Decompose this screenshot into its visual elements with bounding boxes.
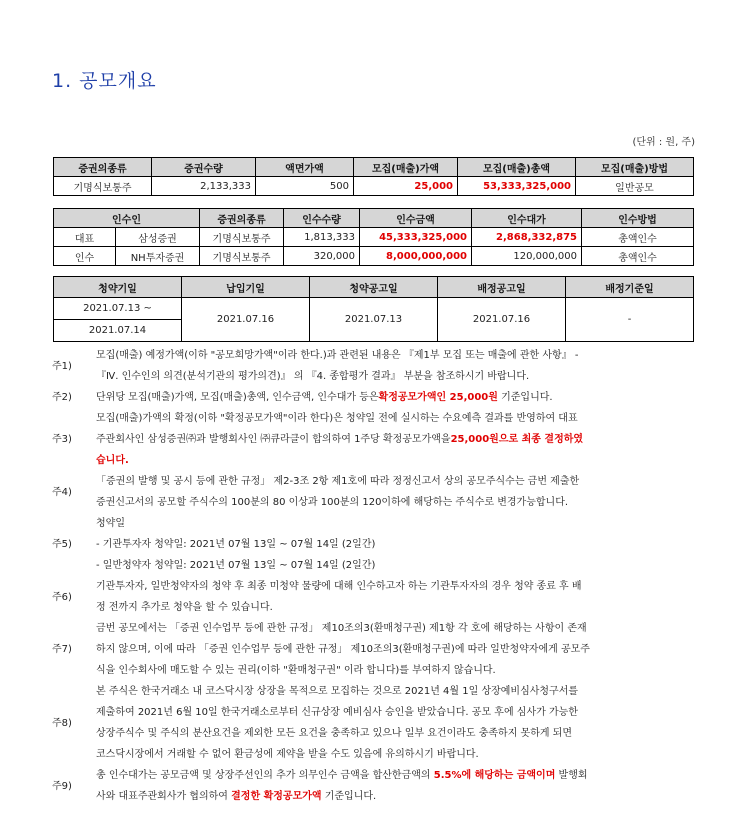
footnote-highlight: 5.5%에 해당하는 금액이며	[433, 770, 556, 781]
footnote-label: 주4)	[52, 486, 72, 498]
header-cell: 청약공고일	[310, 277, 438, 298]
table-row	[54, 228, 694, 247]
subscription-date-start: 2021.07.13 ~	[54, 298, 182, 320]
footnote-label: 주2)	[52, 392, 72, 403]
footnote-highlight: 결정한 확정공모가액	[231, 791, 322, 802]
footnote-highlight: 습니다.	[96, 455, 129, 466]
footnote-6	[52, 576, 698, 618]
header-cell: 모집(매출)총액	[458, 158, 576, 177]
footnote-text: 모집(매출) 예정가액(이하 "공모희망가액"이라 한다.)과 관련된 내용은 『제1부 모집 또는 매출에 관한 사항』 -	[96, 350, 579, 361]
footnote-text: 『Ⅳ. 인수인의 의견(분석기관의 평가의견)』 의 『4. 종합평가 결과』 부분을 참조하시기 바랍니다.	[96, 371, 530, 382]
header-cell: 인수금액	[360, 209, 472, 228]
underwriting-quantity: 320,000	[284, 247, 360, 266]
header-cell: 인수방법	[582, 209, 694, 228]
header-cell: 증권수량	[152, 158, 256, 177]
footnote-text: 정 전까지 추가로 청약을 할 수 있습니다.	[96, 602, 273, 613]
footnote-label: 주9)	[52, 780, 72, 792]
footnote-text: 청약일	[96, 518, 125, 529]
footnote-text	[96, 786, 698, 807]
footnote-text: 「증권의 발행 및 공시 등에 관한 규정」 제2-3조 2항 제1호에 따라 정정신고서 상의 공모주식수는 금번 제출한	[96, 476, 580, 487]
footnote-text-part: 주관회사인 삼성증권㈜과 발행회사인 ㈜큐라클이 합의하여 1주당 확정공모가액을	[96, 434, 451, 445]
security-type: 기명식보통주	[200, 228, 284, 247]
header-cell: 인수수량	[284, 209, 360, 228]
footnotes	[52, 345, 698, 807]
footnote-3	[52, 408, 698, 471]
underwriting-amount: 45,333,325,000	[360, 228, 472, 247]
footnote-text: - 기관투자자 청약일: 2021년 07월 13일 ~ 07월 14일 (2일간)	[96, 539, 376, 550]
subscription-date-end: 2021.07.14	[54, 320, 182, 342]
footnote-text	[96, 765, 698, 786]
header-cell: 증권의종류	[54, 158, 152, 177]
header-cell: 모집(매출)가액	[354, 158, 458, 177]
footnote-text-part: 단위당 모집(매출)가액, 모집(매출)총액, 인수금액, 인수대가 등은	[96, 392, 379, 403]
underwriting-quantity: 1,813,333	[284, 228, 360, 247]
payment-date: 2021.07.16	[182, 298, 310, 342]
footnote-highlight: 25,000원으로 최종 결정하였	[450, 434, 584, 445]
footnote-text	[96, 387, 698, 408]
underwriter-name: 삼성증권	[116, 228, 200, 247]
footnote-label: 주3)	[52, 434, 72, 445]
table-row	[54, 247, 694, 266]
underwriting-fee: 2,868,332,875	[472, 228, 582, 247]
footnote-label: 주5)	[52, 539, 72, 550]
footnote-4	[52, 471, 698, 513]
footnote-text: 상장주식수 및 주식의 분산요건을 제외한 모든 요건을 충족하고 있으나 일부 요건이라도 충족하지 못하게 되면	[96, 728, 573, 739]
header-cell: 배정기준일	[566, 277, 694, 298]
footnote-text-part: 사와 대표주관회사가 협의하여	[96, 791, 232, 802]
footnote-label: 주6)	[52, 591, 72, 603]
underwriting-method: 총액인수	[582, 228, 694, 247]
footnote-text: 본 주식은 한국거래소 내 코스닥시장 상장을 목적으로 모집하는 것으로 2021년 4월 1일 상장예비심사청구서를	[96, 686, 579, 697]
underwriter-role: 인수	[54, 247, 116, 266]
footnote-text: 제출하여 2021년 6월 10일 한국거래소로부터 신규상장 예비심사 승인을 받았습니다. 공모 후에 심사가 가능한	[96, 707, 578, 718]
header-cell: 배정공고일	[438, 277, 566, 298]
footnote-text: 증권신고서의 공모할 주식수의 100분의 80 이상과 100분의 120이하에 해당하는 주식수로 변경가능합니다.	[96, 497, 569, 508]
footnote-text: - 일반청약자 청약일: 2021년 07월 13일 ~ 07월 14일 (2일간)	[96, 560, 376, 571]
footnote-1	[52, 345, 698, 387]
section-title: 1. 공모개요	[52, 70, 157, 92]
header-cell: 납입기일	[182, 277, 310, 298]
footnote-9	[52, 765, 698, 807]
security-type: 기명식보통주	[54, 177, 152, 196]
footnote-text	[96, 429, 698, 450]
allocation-notice-date: 2021.07.16	[438, 298, 566, 342]
par-value: 500	[256, 177, 354, 196]
header-cell: 모집(매출)방법	[576, 158, 694, 177]
table-header-row	[54, 277, 694, 298]
footnote-text: 코스닥시장에서 거래할 수 없어 환금성에 제약을 받을 수도 있음에 유의하시기 바랍니다.	[96, 749, 479, 760]
header-cell: 증권의종류	[200, 209, 284, 228]
footnote-text-part: 기준입니다.	[497, 392, 553, 403]
header-cell: 인수대가	[472, 209, 582, 228]
subscription-notice-date: 2021.07.13	[310, 298, 438, 342]
underwriting-fee: 120,000,000	[472, 247, 582, 266]
underwriting-amount: 8,000,000,000	[360, 247, 472, 266]
underwriter-table	[53, 208, 694, 266]
table-row	[54, 298, 694, 320]
footnote-5	[52, 513, 698, 576]
underwriting-method: 총액인수	[582, 247, 694, 266]
header-cell: 청약기일	[54, 277, 182, 298]
underwriter-role: 대표	[54, 228, 116, 247]
footnote-text: 식을 인수회사에 매도할 수 있는 권리(이하 "환매청구권" 이라 합니다)를 부여하지 않습니다.	[96, 665, 496, 676]
footnote-text: 모집(매출)가액의 확정(이하 "확정공모가액"이라 한다)은 청약일 전에 실시하는 수요예측 결과를 반영하여 대표	[96, 413, 578, 424]
schedule-table	[53, 276, 694, 342]
table-header-row	[54, 209, 694, 228]
footnote-highlight: 확정공모가액인 25,000원	[378, 392, 498, 403]
footnote-text: 기관투자자, 일반청약자의 청약 후 최종 미청약 물량에 대해 인수하고자 하는 기관투자자의 경우 청약 종료 후 배	[96, 581, 582, 592]
offering-total: 53,333,325,000	[458, 177, 576, 196]
offering-method: 일반공모	[576, 177, 694, 196]
footnote-7	[52, 618, 698, 681]
offering-summary-table	[53, 157, 694, 196]
footnote-text-part: 총 인수대가는 공모금액 및 상장주선인의 추가 의무인수 금액을 합산한금액의	[96, 770, 434, 781]
underwriter-name: NH투자증권	[116, 247, 200, 266]
footnote-text-part: 기준입니다.	[321, 791, 377, 802]
header-cell: 인수인	[54, 209, 200, 228]
footnote-label: 주8)	[52, 717, 72, 729]
footnote-text: 하지 않으며, 이에 따라 「증권 인수업무 등에 관한 규정」 제10조의3(환매청구권)에 따라 일반청약자에게 공모주	[96, 644, 590, 655]
allocation-base-date: -	[566, 298, 694, 342]
footnote-text-part: 발행회	[555, 770, 588, 781]
offering-price: 25,000	[354, 177, 458, 196]
header-cell: 액면가액	[256, 158, 354, 177]
footnote-label: 주1)	[52, 360, 72, 372]
table-header-row	[54, 158, 694, 177]
unit-label: (단위 : 원, 주)	[632, 137, 695, 148]
footnote-8	[52, 681, 698, 765]
table-row	[54, 177, 694, 196]
footnote-2	[52, 387, 698, 408]
share-quantity: 2,133,333	[152, 177, 256, 196]
security-type: 기명식보통주	[200, 247, 284, 266]
footnote-label: 주7)	[52, 644, 72, 655]
footnote-text: 금번 공모에서는 「증권 인수업무 등에 관한 규정」 제10조의3(환매청구권) 제1항 각 호에 해당하는 사항이 존재	[96, 623, 587, 634]
